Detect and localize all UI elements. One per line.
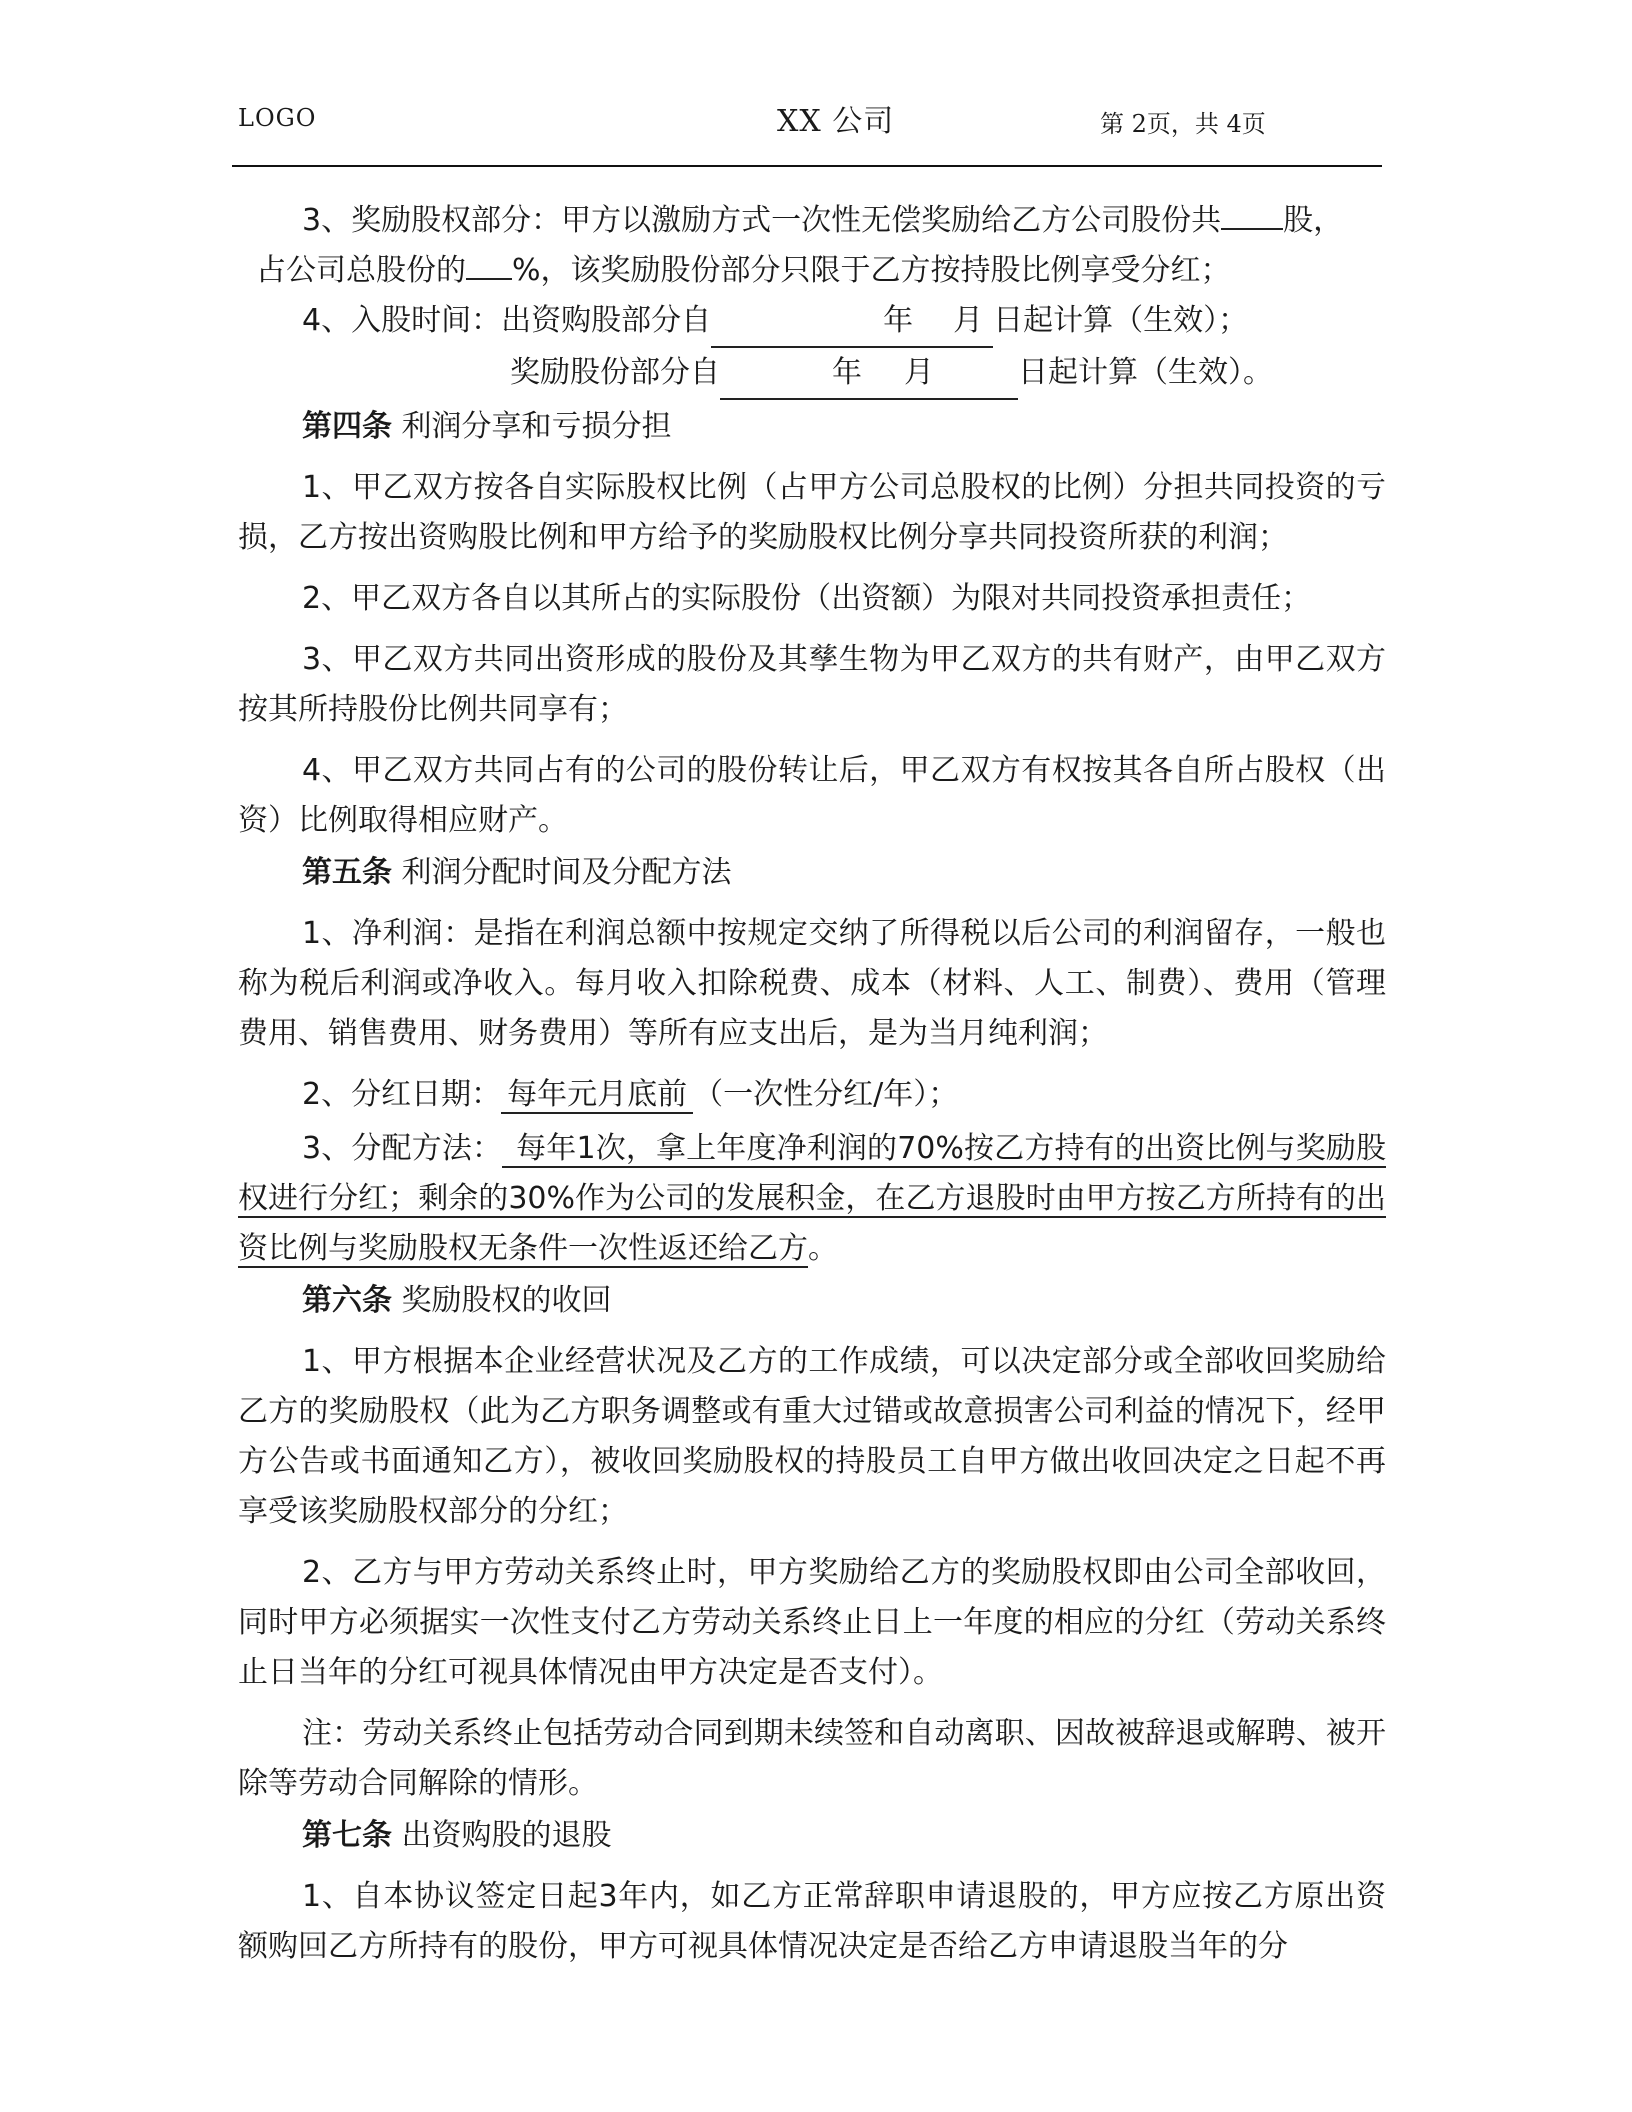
distribution-method-value: 每年1次，拿上年度净利润的70%按乙方持有的出资比例与奖励股权进行分红；剩余的30%作为公司的发展积金，在乙方退股时由甲方按乙方所持有的出资比例与奖励股权无条件一次性返还给乙方	[238, 1131, 1386, 1266]
clause5-p2: 2、分红日期： 每年元月底前 （一次性分红/年）；	[302, 1077, 959, 1112]
page-header	[232, 96, 1382, 166]
clause4-heading: 第四条 利润分享和亏损分担	[302, 409, 672, 444]
award-date-blank[interactable]: 年 月	[720, 348, 1018, 400]
clause6-p1: 1、甲方根据本企业经营状况及乙方的工作成绩，可以决定部分或全部收回奖励给乙方的奖励股权（此为乙方职务调整或有重大过错或故意损害公司利益的情况下，经甲方公告或书面通知乙方），被收回奖励股权的持股员工自甲方做出收回决定之日起不再享受该奖励股权部分的分红；	[238, 1344, 1386, 1529]
clause3-item4-line2: 奖励股份部分自 年 月 日起计算（生效）。	[238, 348, 1386, 400]
clause5-p3: 3、分配方法： 每年1次，拿上年度净利润的70%按乙方持有的出资比例与奖励股权进行分红；剩余的30%作为公司的发展积金，在乙方退股时由甲方按乙方所持有的出资比例与奖励股权无条件一次性返还给乙方。	[238, 1131, 1386, 1266]
clause7-p1: 1、自本协议签定日起3年内，如乙方正常辞职申请退股的，甲方应按乙方原出资额购回乙方所持有的股份，甲方可视具体情况决定是否给乙方申请退股当年的分	[238, 1879, 1386, 1964]
shares-blank[interactable]	[1221, 198, 1283, 230]
clause3-item4-line1: 4、入股时间：出资购股部分自 年 月 日起计算（生效）；	[238, 296, 1386, 348]
company-name: XX 公司	[777, 104, 895, 139]
document-body	[238, 196, 1386, 1972]
percent-blank[interactable]	[466, 248, 512, 280]
header-divider	[232, 165, 1382, 167]
purchase-date-blank[interactable]: 年 月	[711, 296, 993, 348]
clause7-heading: 第七条 出资购股的退股	[302, 1818, 612, 1853]
clause5-p1: 1、净利润：是指在利润总额中按规定交纳了所得税以后公司的利润留存，一般也称为税后利润或净收入。每月收入扣除税费、成本（材料、人工、制费）、费用（管理费用、销售费用、财务费用）等所有应支出后，是为当月纯利润；	[238, 916, 1386, 1051]
page-number: 第 2页，共 4页	[1100, 110, 1266, 138]
clause6-heading: 第六条 奖励股权的收回	[302, 1283, 612, 1318]
clause4-p2: 2、甲乙双方各自以其所占的实际股份（出资额）为限对共同投资承担责任；	[302, 581, 1312, 616]
clause3-item3-line1: 3、奖励股权部分：甲方以激励方式一次性无偿奖励给乙方公司股份共 股，	[238, 196, 1386, 246]
dividend-date-value: 每年元月底前	[501, 1077, 693, 1114]
clause5-heading: 第五条 利润分配时间及分配方法	[302, 855, 732, 890]
clause3-item3-line2: 占公司总股份的 %，该奖励股份部分只限于乙方按持股比例享受分红；	[238, 246, 1386, 296]
clause6-note: 注：劳动关系终止包括劳动合同到期未续签和自动离职、因故被辞退或解聘、被开除等劳动合同解除的情形。	[238, 1716, 1386, 1801]
clause4-p4: 4、甲乙双方共同占有的公司的股份转让后，甲乙双方有权按其各自所占股权（出资）比例取得相应财产。	[238, 753, 1386, 838]
clause4-p1: 1、甲乙双方按各自实际股权比例（占甲方公司总股权的比例）分担共同投资的亏损，乙方按出资购股比例和甲方给予的奖励股权比例分享共同投资所获的利润；	[238, 470, 1386, 555]
logo-placeholder: LOGO	[238, 104, 317, 132]
clause6-p2: 2、乙方与甲方劳动关系终止时，甲方奖励给乙方的奖励股权即由公司全部收回，同时甲方必须据实一次性支付乙方劳动关系终止日上一年度的相应的分红（劳动关系终止日当年的分红可视具体情况由甲方决定是否支付）。	[238, 1555, 1386, 1690]
clause4-p3: 3、甲乙双方共同出资形成的股份及其孳生物为甲乙双方的共有财产，由甲乙双方按其所持股份比例共同享有；	[238, 642, 1386, 727]
